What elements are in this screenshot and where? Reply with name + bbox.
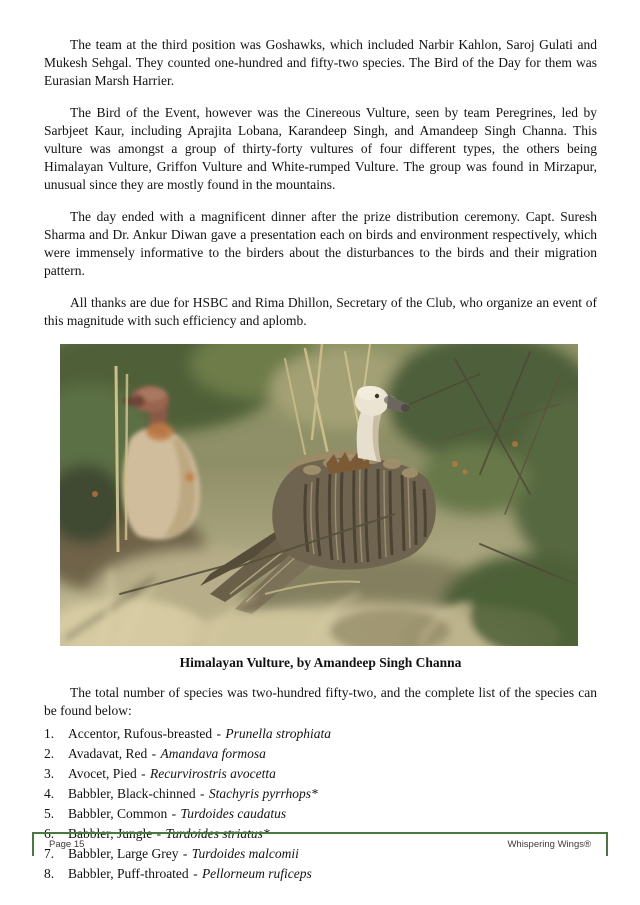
species-common-name: Babbler, Common xyxy=(68,806,168,821)
species-list-intro: The total number of species was two-hundred fifty-two, and the complete list of the species can be found below: xyxy=(44,685,597,718)
species-scientific-name: Prunella strophiata xyxy=(225,726,332,741)
species-list-item xyxy=(44,806,597,821)
species-list-item xyxy=(44,746,597,761)
species-entry xyxy=(68,786,318,801)
species-number: 4. xyxy=(44,786,55,801)
species-scientific-name: Pellorneum ruficeps xyxy=(201,866,312,881)
paragraph-bird-of-event: The Bird of the Event, however was the Cinereous Vulture, seen by team Peregrines, led by Sarbjeet Kaur, including Aprajita Lobana, Karandeep Singh, and Amandeep Singh Channa. This vulture was amongst a group of thirty-forty vultures of four different types, the others being Himalayan Vulture, Griffon Vulture and White-rumped Vulture. The group was found in Mirzapur, unusual since they are mostly found in the mountains. xyxy=(44,105,597,192)
separator: - xyxy=(182,846,188,861)
separator: - xyxy=(193,866,198,881)
species-entry xyxy=(68,866,312,881)
newsletter-brand: Whispering Wings® xyxy=(507,839,591,850)
photo-caption: Himalayan Vulture, by Amandeep Singh Channa xyxy=(179,655,462,670)
page-footer xyxy=(32,832,608,850)
species-common-name: Accentor, Rufous-breasted xyxy=(68,726,213,741)
paragraph-thanks: All thanks are due for HSBC and Rima Dhillon, Secretary of the Club, who organize an event of this magnitude with such efficiency and aplomb. xyxy=(44,295,597,328)
species-common-name: Babbler, Black-chinned xyxy=(68,786,196,801)
separator: - xyxy=(156,826,162,841)
species-list-item xyxy=(44,786,597,801)
separator: - xyxy=(141,766,146,781)
species-number: 6. xyxy=(44,826,55,841)
species-list-item xyxy=(44,726,597,741)
species-number: 8. xyxy=(44,866,55,881)
species-list-item xyxy=(44,866,597,881)
page-number: Page 15 xyxy=(49,839,85,850)
separator: - xyxy=(171,806,177,821)
species-number: 1. xyxy=(44,726,55,741)
species-common-name: Avocet, Pied xyxy=(68,766,137,781)
species-entry xyxy=(68,726,331,741)
species-scientific-name: Recurvirostris avocetta xyxy=(149,766,276,781)
footer-row xyxy=(32,834,608,850)
species-entry xyxy=(68,766,276,781)
species-list xyxy=(44,726,597,881)
species-scientific-name: Turdoides caudatus xyxy=(180,806,287,821)
species-scientific-name: Turdoides striatus* xyxy=(165,826,270,841)
species-scientific-name: Turdoides malcomii xyxy=(191,846,299,861)
species-scientific-name: Stachyris pyrrhops* xyxy=(208,786,318,801)
species-common-name: Babbler, Large Grey xyxy=(68,846,179,861)
species-common-name: Babbler, Jungle xyxy=(68,826,153,841)
species-common-name: Avadavat, Red xyxy=(68,746,148,761)
paragraph-goshawks: The team at the third position was Goshawks, which included Narbir Kahlon, Saroj Gulati and Mukesh Sehgal. They counted one-hundred and fifty-two species. The Bird of the Day for them was Eurasian Marsh Harrier. xyxy=(44,37,597,88)
species-number: 3. xyxy=(44,766,55,781)
separator: - xyxy=(151,746,157,761)
species-number: 2. xyxy=(44,746,55,761)
separator: - xyxy=(200,786,205,801)
vulture-photo-illustration xyxy=(60,344,578,646)
paragraph-dinner: The day ended with a magnificent dinner after the prize distribution ceremony. Capt. Suresh Sharma and Dr. Ankur Diwan gave a presentation each on birds and environment respectively, which were immensely informative to the birders about the disturbances to the birds and their migration pattern. xyxy=(44,209,597,278)
separator: - xyxy=(216,726,222,741)
species-entry xyxy=(68,806,286,821)
vulture-photo xyxy=(60,344,578,646)
species-common-name: Babbler, Puff-throated xyxy=(68,866,189,881)
species-number: 7. xyxy=(44,846,55,861)
species-entry xyxy=(68,746,266,761)
species-number: 5. xyxy=(44,806,55,821)
species-scientific-name: Amandava formosa xyxy=(160,746,266,761)
species-list-item xyxy=(44,766,597,781)
